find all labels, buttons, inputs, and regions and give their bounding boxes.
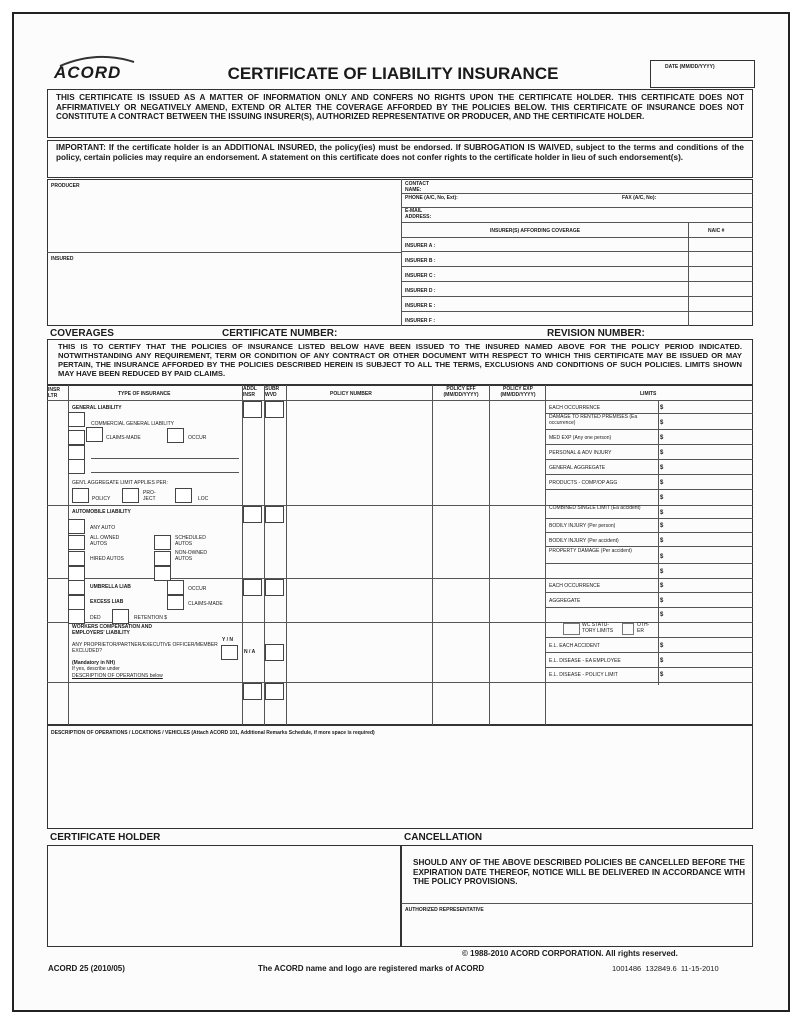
retention-checkbox[interactable] <box>112 609 129 624</box>
insurer-d: INSURER D : <box>405 288 436 294</box>
limit-dollar: $ <box>660 672 664 678</box>
certificate-holder-title: CERTIFICATE HOLDER <box>50 832 161 843</box>
limit-umbrella-each-occurrence: EACH OCCURRENCE <box>549 583 601 589</box>
non-owned-checkbox[interactable] <box>154 551 171 566</box>
scheduled-label: SCHEDULED AUTOS <box>175 535 206 547</box>
limit-dollar: $ <box>660 450 664 456</box>
agg-project-checkbox[interactable] <box>122 488 139 503</box>
umbrella-claims-label: CLAIMS-MADE <box>188 601 223 607</box>
insured-field[interactable] <box>48 263 400 325</box>
col-policy-eff: POLICY EFF (MM/DD/YYYY) <box>443 386 479 398</box>
retention-label: RETENTION $ <box>134 615 168 621</box>
occur-label: OCCUR <box>188 435 207 441</box>
cancellation-text: SHOULD ANY OF THE ABOVE DESCRIBED POLICIES BE CANCELLED BEFORE THE EXPIRATION DATE THEREOF, NOTICE WILL BE DELIVERED IN ACCORDANCE WITH THE POLICY PROVISIONS. <box>413 858 745 887</box>
auto-liability-title: AUTOMOBILE LIABILITY <box>72 509 131 515</box>
date-label: DATE (MM/DD/YYYY) <box>665 64 715 70</box>
general-extra-checkbox-1[interactable] <box>68 445 85 460</box>
certificate-number-label: CERTIFICATE NUMBER: <box>222 328 338 339</box>
producer-label: PRODUCER <box>51 183 80 189</box>
trademark-text: The ACORD name and logo are registered marks of ACORD <box>258 964 485 973</box>
any-auto-checkbox[interactable] <box>68 519 85 534</box>
email-label: E-MAIL ADDRESS: <box>405 208 432 220</box>
general-extra-checkbox-2[interactable] <box>68 459 85 474</box>
other-subr-wvd-checkbox[interactable] <box>265 683 284 700</box>
limit-damage-rented: DAMAGE TO RENTED PREMISES (Ea occurrence) <box>549 414 638 426</box>
wc-statutory-box[interactable] <box>563 623 580 635</box>
limit-umbrella-aggregate: AGGREGATE <box>549 598 581 604</box>
col-type-of-insurance: TYPE OF INSURANCE <box>118 391 171 397</box>
ded-checkbox[interactable] <box>68 609 85 624</box>
producer-field[interactable] <box>48 190 400 251</box>
important-text: IMPORTANT: If the certificate holder is an ADDITIONAL INSURED, the policy(ies) must be endorsed. If SUBROGATION IS WAIVED, subject to the terms and conditions of the policy, certain policies may require an endorsement. A statement on this certificate does not confer rights to the certificate holder in lieu of such endorsement(s). <box>56 143 744 162</box>
limit-dollar: $ <box>660 480 664 486</box>
agg-project-label: PRO-JECT <box>143 490 156 502</box>
naic-header: NAIC # <box>708 228 725 234</box>
auto-extra-checkbox-2[interactable] <box>154 566 171 581</box>
hired-autos-checkbox[interactable] <box>68 551 85 566</box>
umbrella-claims-checkbox[interactable] <box>167 595 184 610</box>
umbrella-subr-wvd-checkbox[interactable] <box>265 579 284 596</box>
auto-addl-insr-checkbox[interactable] <box>243 506 262 523</box>
revision-number-label: REVISION NUMBER: <box>547 328 645 339</box>
certify-text: THIS IS TO CERTIFY THAT THE POLICIES OF INSURANCE LISTED BELOW HAVE BEEN ISSUED TO THE INSURED NAMED ABOVE FOR THE POLICY PERIOD INDICATED. NOTWITHSTANDING ANY REQUIREMENT, TERM OR CONDITION OF ANY CONTRACT OR OTHER DOCUMENT WITH RESPECT TO WHICH THIS CERTIFICATE MAY BE ISSUED OR MAY PERTAIN, THE INSURANCE AFFORDED BY THE POLICIES DESCRIBED HEREIN IS SUBJECT TO ALL THE TERMS, EXCLUSIONS AND CONDITIONS OF SUCH POLICIES. LIMITS SHOWN MAY HAVE BEEN REDUCED BY PAID CLAIMS. <box>58 342 742 378</box>
limit-dollar: $ <box>660 538 664 544</box>
limit-el-disease-employee: E.L. DISEASE - EA EMPLOYEE <box>549 658 621 664</box>
contact-name-label: CONTACT NAME: <box>405 181 430 193</box>
non-owned-label: NON-OWNED AUTOS <box>175 550 207 562</box>
agg-policy-label: POLICY <box>92 496 111 502</box>
insurers-header: INSURER(S) AFFORDING COVERAGE <box>490 228 581 234</box>
limit-combined-single: COMBINED SINGLE LIMIT (Ea accident) <box>549 505 641 511</box>
important-box <box>47 140 753 178</box>
limit-products: PRODUCTS - COMP/OP AGG <box>549 480 618 486</box>
all-owned-checkbox[interactable] <box>68 535 85 550</box>
wc-statutory-label: WC STATU-TORY LIMITS <box>582 622 614 634</box>
limit-dollar: $ <box>660 420 664 426</box>
certificate-holder-box[interactable] <box>47 845 401 947</box>
commercial-checkbox[interactable] <box>86 427 103 442</box>
fax-label: FAX (A/C, No): <box>622 195 657 201</box>
agg-loc-label: LOC <box>198 496 209 502</box>
col-subr-wvd: SUBR WVD <box>265 386 280 398</box>
coverages-title: COVERAGES <box>50 328 114 339</box>
insurer-b: INSURER B : <box>405 258 436 264</box>
authorized-signature-field[interactable] <box>402 915 752 946</box>
date-field[interactable] <box>650 60 755 88</box>
umbrella-checkbox[interactable] <box>68 580 85 595</box>
aggregate-applies-label: GEN'L AGGREGATE LIMIT APPLIES PER: <box>72 480 168 486</box>
limit-dollar: $ <box>660 523 664 529</box>
hired-autos-label: HIRED AUTOS <box>90 556 124 562</box>
insurer-c: INSURER C : <box>405 273 436 279</box>
workers-yn-checkbox[interactable] <box>221 645 238 660</box>
general-subr-wvd-checkbox[interactable] <box>265 401 284 418</box>
other-addl-insr-checkbox[interactable] <box>243 683 262 700</box>
oth-er-box[interactable] <box>622 623 634 635</box>
limit-dollar: $ <box>660 643 664 649</box>
workers-comp-title: WORKERS COMPENSATION AND EMPLOYERS' LIABILITY <box>72 624 152 636</box>
col-policy-exp: POLICY EXP (MM/DD/YYYY) <box>500 386 536 398</box>
insurer-f: INSURER F : <box>405 318 435 324</box>
claims-made-checkbox[interactable] <box>68 430 85 445</box>
limit-dollar: $ <box>660 612 664 618</box>
col-limits: LIMITS <box>640 391 657 397</box>
limit-dollar: $ <box>660 598 664 604</box>
insurer-a: INSURER A : <box>405 243 436 249</box>
limit-general-aggregate: GENERAL AGGREGATE <box>549 465 606 471</box>
limit-el-each-accident: E.L. EACH ACCIDENT <box>549 643 600 649</box>
certify-box <box>47 339 753 385</box>
limit-dollar: $ <box>660 465 664 471</box>
col-policy-number: POLICY NUMBER <box>330 391 372 397</box>
limit-dollar: $ <box>660 569 664 575</box>
limit-each-occurrence: EACH OCCURRENCE <box>549 405 601 411</box>
col-insr-ltr: INSR LTR <box>48 387 60 399</box>
all-owned-label: ALL OWNED AUTOS <box>90 535 120 547</box>
any-auto-label: ANY AUTO <box>90 525 116 531</box>
form-codes: 1001486 132849.6 11-15-2010 <box>612 964 719 973</box>
limit-dollar: $ <box>660 495 664 501</box>
insured-label: INSURED <box>51 256 74 262</box>
insurer-e: INSURER E : <box>405 303 436 309</box>
scheduled-checkbox[interactable] <box>154 535 171 550</box>
any-proprietor-label: ANY PROPRIETOR/PARTNER/EXECUTIVE OFFICER/MEMBER EXCLUDED? <box>72 642 218 654</box>
claims-made-label: CLAIMS-MADE <box>106 435 141 441</box>
limit-med-exp: MED EXP (Any one person) <box>549 435 612 441</box>
excess-liab-label: EXCESS LIAB <box>90 599 124 605</box>
oth-er-label: OTH-ER <box>637 622 650 634</box>
document-title: CERTIFICATE OF LIABILITY INSURANCE <box>227 64 559 83</box>
umbrella-occur-checkbox[interactable] <box>167 580 184 595</box>
authorized-representative-label: AUTHORIZED REPRESENTATIVE <box>405 907 484 913</box>
limit-dollar: $ <box>660 658 664 664</box>
limit-el-disease-policy: E.L. DISEASE - POLICY LIMIT <box>549 672 618 678</box>
acord-logo <box>52 52 142 86</box>
limit-dollar: $ <box>660 510 664 516</box>
limit-bodily-person: BODILY INJURY (Per person) <box>549 523 616 529</box>
limit-dollar: $ <box>660 435 664 441</box>
phone-label: PHONE (A/C, No, Ext): <box>405 195 458 201</box>
limit-dollar: $ <box>660 583 664 589</box>
workers-yn-label: Y / N <box>222 637 234 643</box>
limit-dollar: $ <box>660 405 664 411</box>
ded-label: DED <box>90 615 101 621</box>
commercial-general-liability-label: COMMERCIAL GENERAL LIABILITY <box>91 421 174 427</box>
limit-property-damage: PROPERTY DAMAGE (Per accident) <box>549 548 632 554</box>
auto-extra-checkbox[interactable] <box>68 566 85 581</box>
excess-checkbox[interactable] <box>68 595 85 610</box>
copyright-text: © 1988-2010 ACORD CORPORATION. All rights reserved. <box>462 949 678 958</box>
occur-checkbox[interactable] <box>167 428 184 443</box>
general-liability-title: GENERAL LIABILITY <box>72 405 122 411</box>
form-id: ACORD 25 (2010/05) <box>48 964 125 973</box>
workers-subr-wvd-checkbox[interactable] <box>265 644 284 661</box>
agg-policy-checkbox[interactable] <box>72 488 89 503</box>
cancellation-title: CANCELLATION <box>404 832 483 843</box>
if-yes-label: If yes, describe under <box>72 666 120 672</box>
agg-loc-checkbox[interactable] <box>175 488 192 503</box>
limit-bodily-accident: BODILY INJURY (Per accident) <box>549 538 619 544</box>
umbrella-liab-label: UMBRELLA LIAB <box>90 584 131 590</box>
limit-dollar: $ <box>660 554 664 560</box>
mandatory-nh-label: (Mandatory in NH) <box>72 660 116 666</box>
general-addl-insr-checkbox[interactable] <box>243 401 262 418</box>
disclaimer-text: THIS CERTIFICATE IS ISSUED AS A MATTER OF INFORMATION ONLY AND CONFERS NO RIGHTS UPON THE CERTIFICATE HOLDER. THIS CERTIFICATE DOES NOT AFFIRMATIVELY OR NEGATIVELY AMEND, EXTEND OR ALTER THE COVERAGE AFFORDED BY THE POLICIES BELOW. THIS CERTIFICATE OF INSURANCE DOES NOT CONSTITUTE A CONTRACT BETWEEN THE ISSUING INSURER(S), AUTHORIZED REPRESENTATIVE OR PRODUCER, AND THE CERTIFICATE HOLDER. <box>56 93 744 122</box>
description-label: DESCRIPTION OF OPERATIONS / LOCATIONS / VEHICLES (Attach ACORD 101, Additional Remarks Schedule, if more space is required) <box>51 730 375 736</box>
description-below-label: DESCRIPTION OF OPERATIONS below <box>72 673 163 679</box>
umbrella-addl-insr-checkbox[interactable] <box>243 579 262 596</box>
col-addl-insr: ADDL INSR <box>243 386 257 398</box>
description-box[interactable] <box>47 725 753 829</box>
disclaimer-box <box>47 89 753 138</box>
na-label: N / A <box>244 649 256 655</box>
umbrella-occur-label: OCCUR <box>188 586 207 592</box>
auto-subr-wvd-checkbox[interactable] <box>265 506 284 523</box>
limit-personal-adv: PERSONAL & ADV INJURY <box>549 450 612 456</box>
general-liability-checkbox[interactable] <box>68 412 85 427</box>
acord-logo-text: ACORD <box>54 63 122 82</box>
